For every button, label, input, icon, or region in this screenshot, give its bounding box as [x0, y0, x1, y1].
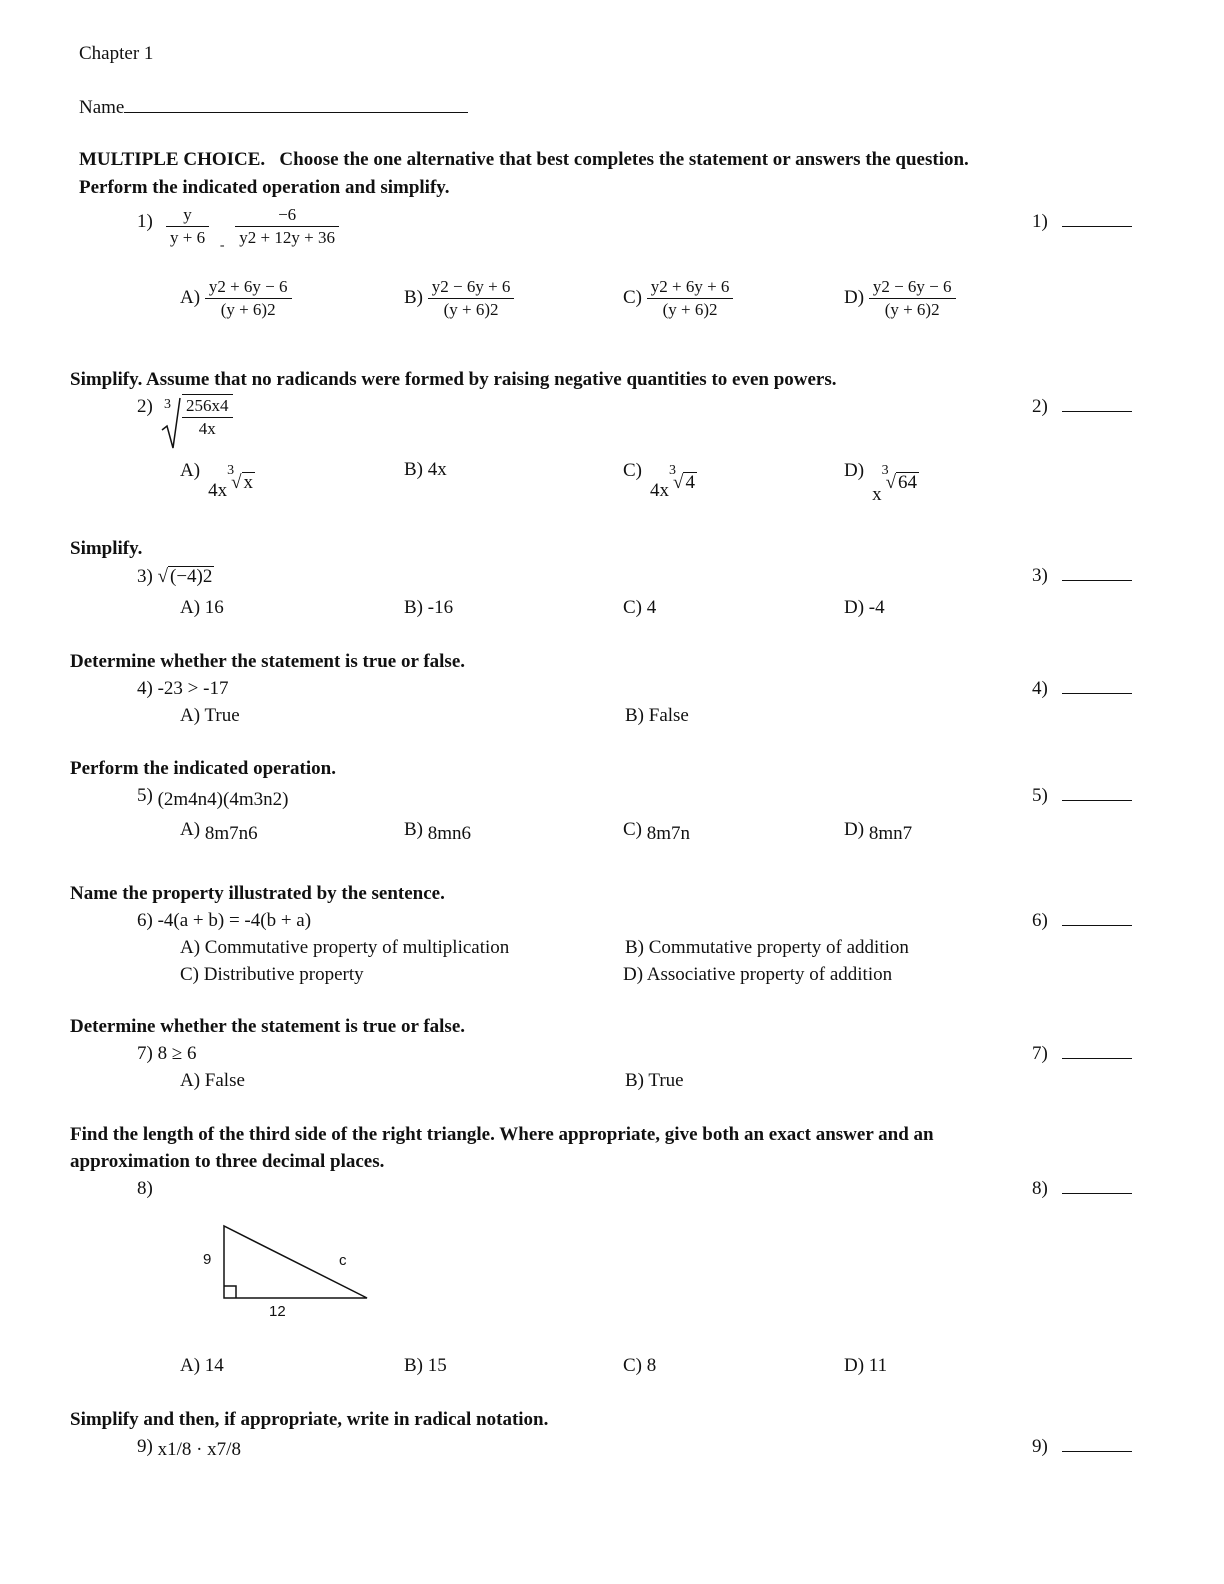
q2-option-a[interactable]: A)4x3√ x	[180, 460, 253, 501]
answer-label-2: 2)	[1032, 396, 1048, 417]
answer-blank-9[interactable]	[1062, 1451, 1132, 1452]
mc-text: Choose the one alternative that best completes the statement or answers the question.	[279, 149, 969, 170]
q4-option-a[interactable]: A) True	[180, 705, 240, 726]
q1-a-den: (y + 6)2	[220, 300, 276, 319]
question-7-text: 8 ≥ 6	[157, 1043, 197, 1064]
answer-blank-7[interactable]	[1062, 1058, 1132, 1059]
q1-c-num: y2 + 6y + 6	[647, 276, 734, 299]
q5-b-label: B)	[404, 819, 423, 840]
q5-option-c[interactable]	[623, 819, 691, 844]
question-9-expression: x1/8 · x7/8	[157, 1439, 241, 1460]
q3-radicand: (−4)2	[170, 566, 213, 587]
mc-title: MULTIPLE CHOICE.	[79, 149, 266, 170]
name-blank[interactable]	[124, 96, 468, 113]
question-9	[137, 1436, 241, 1460]
question-8-number: 8)	[137, 1178, 153, 1199]
q1-d-num: y2 − 6y − 6	[869, 276, 956, 299]
name-field[interactable]	[79, 96, 468, 117]
mc-instructions	[79, 150, 969, 169]
q2-c-coef: 4x	[650, 480, 669, 501]
q2-a-rad: x	[243, 472, 253, 493]
q5-d-label: D)	[844, 819, 865, 840]
q8-option-a[interactable]: A) 14	[180, 1355, 224, 1376]
answer-blank-4[interactable]	[1062, 693, 1132, 694]
q2-option-c[interactable]: C)4x3√ 4	[623, 460, 695, 501]
question-7-number: 7)	[137, 1043, 153, 1064]
q2-option-b[interactable]: B) 4x	[404, 459, 447, 480]
question-5	[137, 785, 289, 810]
q5-option-b[interactable]	[404, 819, 472, 844]
q3-option-a[interactable]: A) 16	[180, 597, 224, 618]
answer-label-3: 3)	[1032, 565, 1048, 586]
q2-a-coef: 4x	[208, 480, 228, 501]
q8-right-triangle	[195, 1220, 385, 1324]
answer-label-7: 7)	[1032, 1043, 1048, 1064]
q2-c-idx: 3	[669, 463, 676, 478]
q2-c-label: C)	[623, 460, 642, 481]
question-1-number: 1)	[137, 211, 153, 232]
q1-option-c[interactable]	[623, 276, 733, 321]
section-heading-4: Determine whether the statement is true or false.	[70, 651, 466, 672]
q1-c-den: (y + 6)2	[662, 300, 718, 319]
q2-a-label: A)	[180, 460, 201, 481]
q2-index: 3	[164, 397, 171, 412]
answer-blank-3[interactable]	[1062, 580, 1132, 581]
q5-b-value: 8mn6	[427, 823, 472, 844]
q6-option-b[interactable]: B) Commutative property of addition	[625, 937, 909, 958]
answer-blank-8[interactable]	[1062, 1193, 1132, 1194]
question-4	[137, 679, 228, 698]
question-9-number: 9)	[137, 1436, 153, 1457]
question-4-number: 4)	[137, 678, 153, 699]
q7-option-b[interactable]: B) True	[625, 1070, 684, 1091]
question-6-text: -4(a + b) = -4(b + a)	[157, 910, 312, 931]
q1-f1-num: y	[166, 204, 209, 227]
q7-option-a[interactable]: A) False	[180, 1070, 245, 1091]
right-angle-marker	[224, 1286, 236, 1298]
section-heading-5: Perform the indicated operation.	[70, 758, 336, 779]
answer-blank-5[interactable]	[1062, 800, 1132, 801]
answer-blank-6[interactable]	[1062, 925, 1132, 926]
section-heading-2: Simplify. Assume that no radicands were formed by raising negative quantities to even powers.	[70, 369, 837, 390]
q2-d-idx: 3	[881, 463, 889, 478]
name-label: Name	[79, 97, 125, 118]
q3-option-d[interactable]: D) -4	[844, 597, 885, 618]
q2-d-rad: 64	[898, 472, 917, 493]
question-4-text: -23 > -17	[157, 678, 229, 699]
q6-option-d[interactable]: D) Associative property of addition	[623, 964, 893, 985]
q8-option-b[interactable]: B) 15	[404, 1355, 447, 1376]
q2-a-idx: 3	[227, 463, 235, 478]
q2-d-label: D)	[844, 460, 865, 481]
q2-fraction	[182, 394, 233, 440]
question-3-number: 3)	[137, 566, 153, 587]
q1-f2-den: y2 + 12y + 36	[239, 228, 335, 247]
answer-label-8: 8)	[1032, 1178, 1048, 1199]
q1-f1-den: y + 6	[170, 228, 206, 247]
answer-blank-1[interactable]	[1062, 226, 1132, 227]
section-heading-3: Simplify.	[70, 538, 143, 559]
q1-b-den: (y + 6)2	[443, 300, 499, 319]
chapter-title: Chapter 1	[79, 43, 154, 64]
q6-option-a[interactable]: A) Commutative property of multiplication	[180, 937, 510, 958]
q5-option-a[interactable]	[180, 819, 258, 844]
question-6-number: 6)	[137, 910, 153, 931]
q1-minus: -	[219, 237, 225, 253]
section-heading-6: Name the property illustrated by the sentence.	[70, 883, 445, 904]
question-5-expression: (2m4n4)(4m3n2)	[157, 789, 289, 810]
q1-d-label: D)	[844, 286, 865, 308]
section-heading-9: Simplify and then, if appropriate, write in radical notation.	[70, 1409, 549, 1430]
q4-option-b[interactable]: B) False	[625, 705, 689, 726]
q1-a-label: A)	[180, 286, 201, 308]
q1-option-b[interactable]	[404, 276, 514, 321]
question-6	[137, 911, 311, 930]
q2-rad-num: 256x4	[182, 395, 233, 418]
answer-label-6: 6)	[1032, 910, 1048, 931]
question-2-number: 2)	[137, 396, 153, 417]
q2-rad-den: 4x	[198, 419, 216, 438]
q5-d-value: 8mn7	[868, 823, 913, 844]
q5-a-value: 8m7n6	[204, 823, 258, 844]
question-7	[137, 1044, 197, 1063]
triangle-side-a: 9	[203, 1251, 212, 1268]
q1-a-num: y2 + 6y − 6	[205, 276, 292, 299]
q5-c-value: 8m7n	[646, 823, 691, 844]
q1-b-label: B)	[404, 286, 423, 308]
q1-b-num: y2 − 6y + 6	[428, 276, 515, 299]
question-3: 3) √ (−4)2	[137, 566, 213, 587]
q6-option-c[interactable]: C) Distributive property	[180, 964, 364, 985]
q1-c-label: C)	[623, 286, 642, 308]
q1-fraction-2	[235, 204, 339, 249]
q3-option-c[interactable]: C) 4	[623, 597, 657, 618]
section-heading-1: Perform the indicated operation and simplify.	[79, 177, 450, 198]
q5-option-d[interactable]	[844, 819, 913, 844]
q3-option-b[interactable]: B) -16	[404, 597, 454, 618]
q1-option-d[interactable]	[844, 276, 956, 321]
q5-c-label: C)	[623, 819, 642, 840]
answer-blank-2[interactable]	[1062, 411, 1132, 412]
question-5-number: 5)	[137, 785, 153, 806]
triangle-hypotenuse: c	[339, 1252, 347, 1269]
section-heading-8-line-1: Find the length of the third side of the right triangle. Where appropriate, give both an exact answer and an	[70, 1124, 934, 1145]
answer-label-5: 5)	[1032, 785, 1048, 806]
triangle-side-b: 12	[269, 1303, 286, 1320]
section-heading-8-line-2: approximation to three decimal places.	[70, 1151, 385, 1172]
q2-option-d[interactable]: D)x3√ 64	[844, 460, 917, 505]
q2-radical-sign	[160, 396, 182, 450]
q8-option-c[interactable]: C) 8	[623, 1355, 657, 1376]
q1-fraction-1	[166, 204, 209, 249]
q2-d-coef: x	[872, 484, 882, 505]
answer-label-4: 4)	[1032, 678, 1048, 699]
answer-label-1: 1)	[1032, 211, 1048, 232]
answer-label-9: 9)	[1032, 1436, 1048, 1457]
question-1-expression	[166, 204, 339, 253]
q5-a-label: A)	[180, 819, 201, 840]
q1-f2-num: −6	[235, 204, 339, 227]
q1-option-a[interactable]	[180, 276, 292, 321]
section-heading-7: Determine whether the statement is true or false.	[70, 1016, 466, 1037]
q1-d-den: (y + 6)2	[884, 300, 940, 319]
q2-c-rad: 4	[685, 472, 695, 493]
q8-option-d[interactable]: D) 11	[844, 1355, 888, 1376]
